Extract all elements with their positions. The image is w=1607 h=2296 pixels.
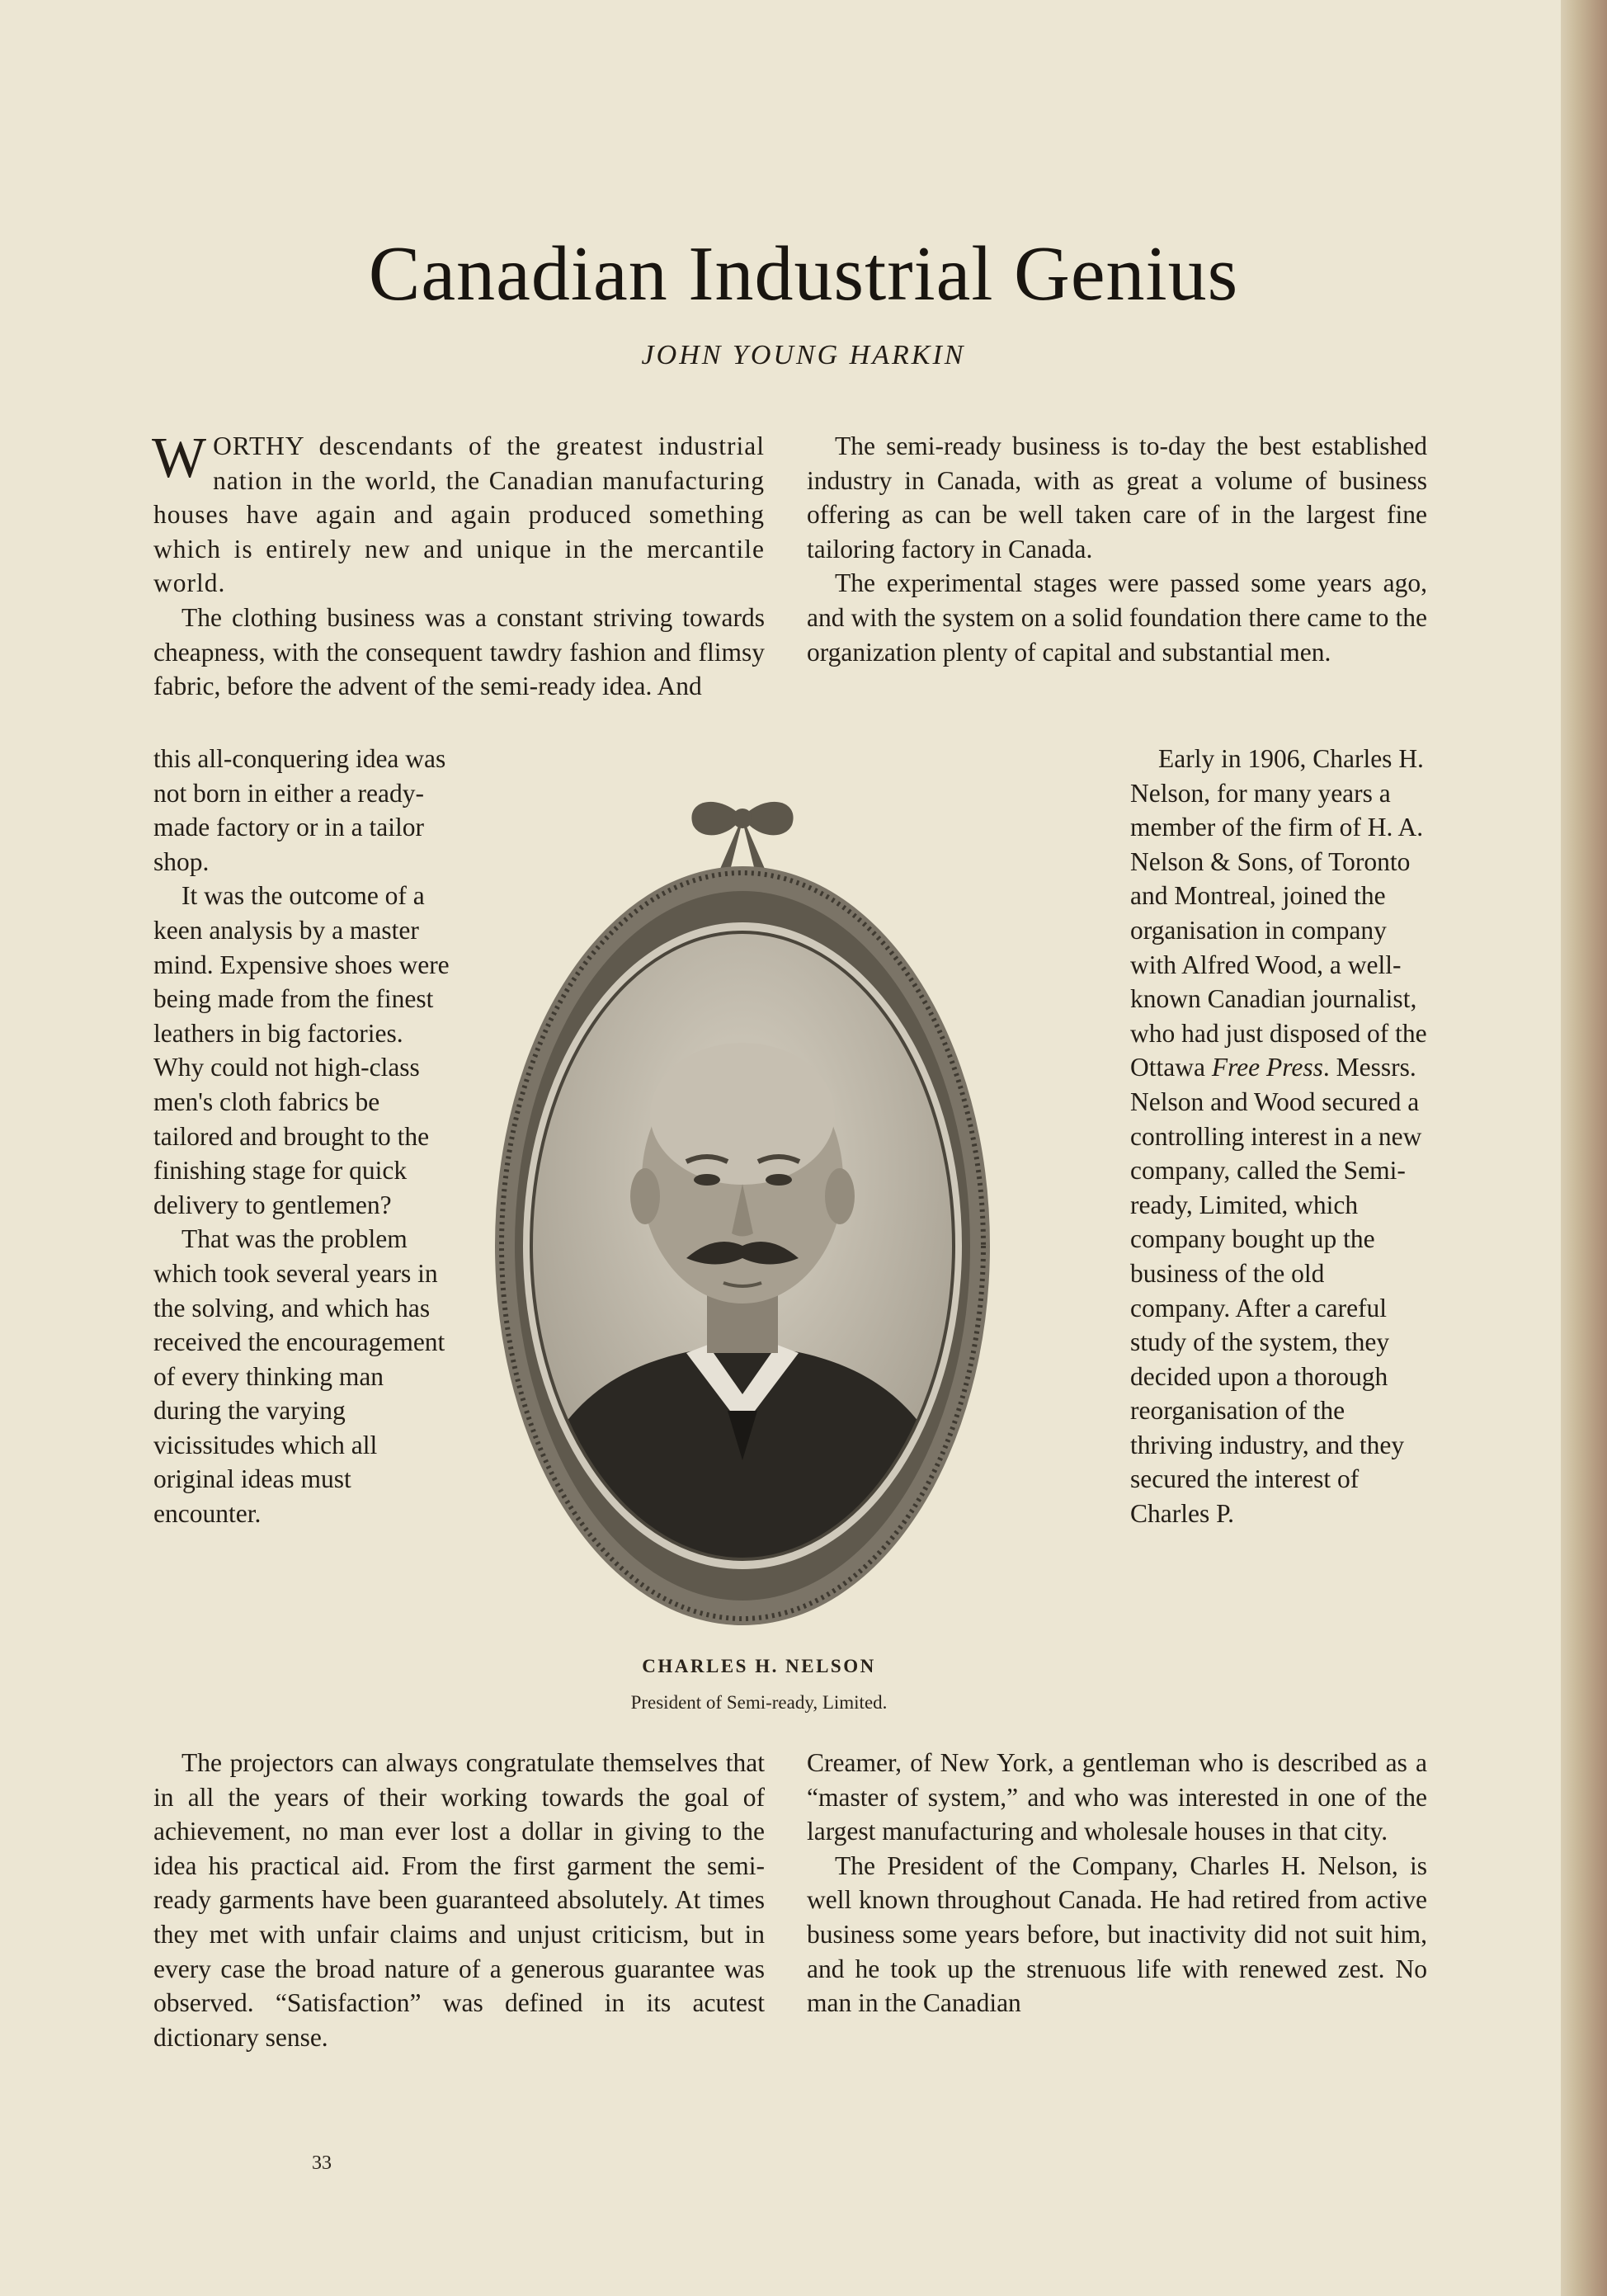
paragraph: The semi-ready business is to-day the best established industry in Canada, with as great a volume of business offering as can be well taken care of in the largest fine tailoring factory in Canada.: [807, 431, 1427, 563]
newspaper-name: Free Press: [1211, 1053, 1323, 1082]
paragraph: Early in 1906, Charles H. Nelson, for many years a member of the firm of H. A. Nelson & Sons, of Toronto and Montreal, joined the organisation in company with Alfred Wood, a well-known Canadian journalist, who had just disposed of the Ottawa Free Press. Messrs. Nelson and Wood secured a controlling interest in a new company, called the Semi-ready, Limited, which company bought up the business of the old company. After a careful study of the system, they decided upon a thorough reorganisation of the thriving industry, and they secured the interest of Charles P.: [1130, 744, 1427, 1529]
paragraph: WORTHY descendants of the greatest industrial nation in the world, the Canadian manufacturing houses have again and again produced something which is entirely new and unique in the mercantile world.: [152, 427, 765, 598]
portrait-caption-name: CHARLES H. NELSON: [642, 1656, 876, 1676]
paragraph: Creamer, of New York, a gentleman who is described as a “master of system,” and who was interested in one of the largest manufacturing and wholesale houses in that city.: [807, 1748, 1427, 1846]
left-column-bottom: [153, 1746, 765, 2054]
article-byline: JOHN YOUNG HARKIN: [641, 340, 966, 370]
portrait-frame: [480, 784, 1005, 1642]
paragraph: The projectors can always congratulate themselves that in all the years of their working towards the goal of achievement, no man ever lost a dollar in giving to the idea his practical aid. From the first garment the semi-ready garments have been guaranteed absolutely. At times they met with unfair claims and unjust criticism, but in every case the broad nature of a generous guarantee was observed. “Satisfaction” was defined in its acutest dictionary sense.: [153, 1748, 765, 2052]
portrait-caption-title: President of Semi-ready, Limited.: [630, 1692, 888, 1713]
paragraph: The President of the Company, Charles H. Nelson, is well known throughout Canada. He had retired from active business some years before, but inactivity did not suit him, and he took up the strenuous life with renewed zest. No man in the Canadian: [807, 1850, 1427, 2018]
right-column-narrow: [1130, 742, 1429, 1531]
page-number: 33: [312, 2152, 332, 2174]
paragraph: The experimental stages were passed some years ago, and with the system on a solid foundation there came to the organization plenty of capital and substantial men.: [807, 568, 1427, 667]
left-column-top: [153, 429, 765, 704]
right-column-bottom: [807, 1746, 1427, 2020]
right-column-top: [807, 429, 1427, 669]
paragraph: It was the outcome of a keen analysis by a master mind. Expensive shoes were being made from the finest leathers in big factories. Why could not high-class men's cloth fabrics be tailored and brought to the finishing stage for quick delivery to gentlemen?: [153, 881, 450, 1219]
drop-cap: W: [152, 427, 207, 490]
paragraph: this all-conquering idea was not born in either a ready-made factory or in a tailor shop.: [153, 744, 446, 876]
article-title: Canadian Industrial Genius: [368, 231, 1239, 317]
ribbon-bow: [691, 802, 793, 875]
paragraph: The clothing business was a constant striving towards cheapness, with the consequent tawdry fashion and flimsy fabric, before the advent of the semi-ready idea. And: [153, 602, 765, 701]
left-column-narrow: [153, 742, 450, 1531]
paragraph: That was the problem which took several years in the solving, and which has received the encouragement of every thinking man during the varying vicissitudes which all original ideas must encounter.: [153, 1224, 445, 1529]
